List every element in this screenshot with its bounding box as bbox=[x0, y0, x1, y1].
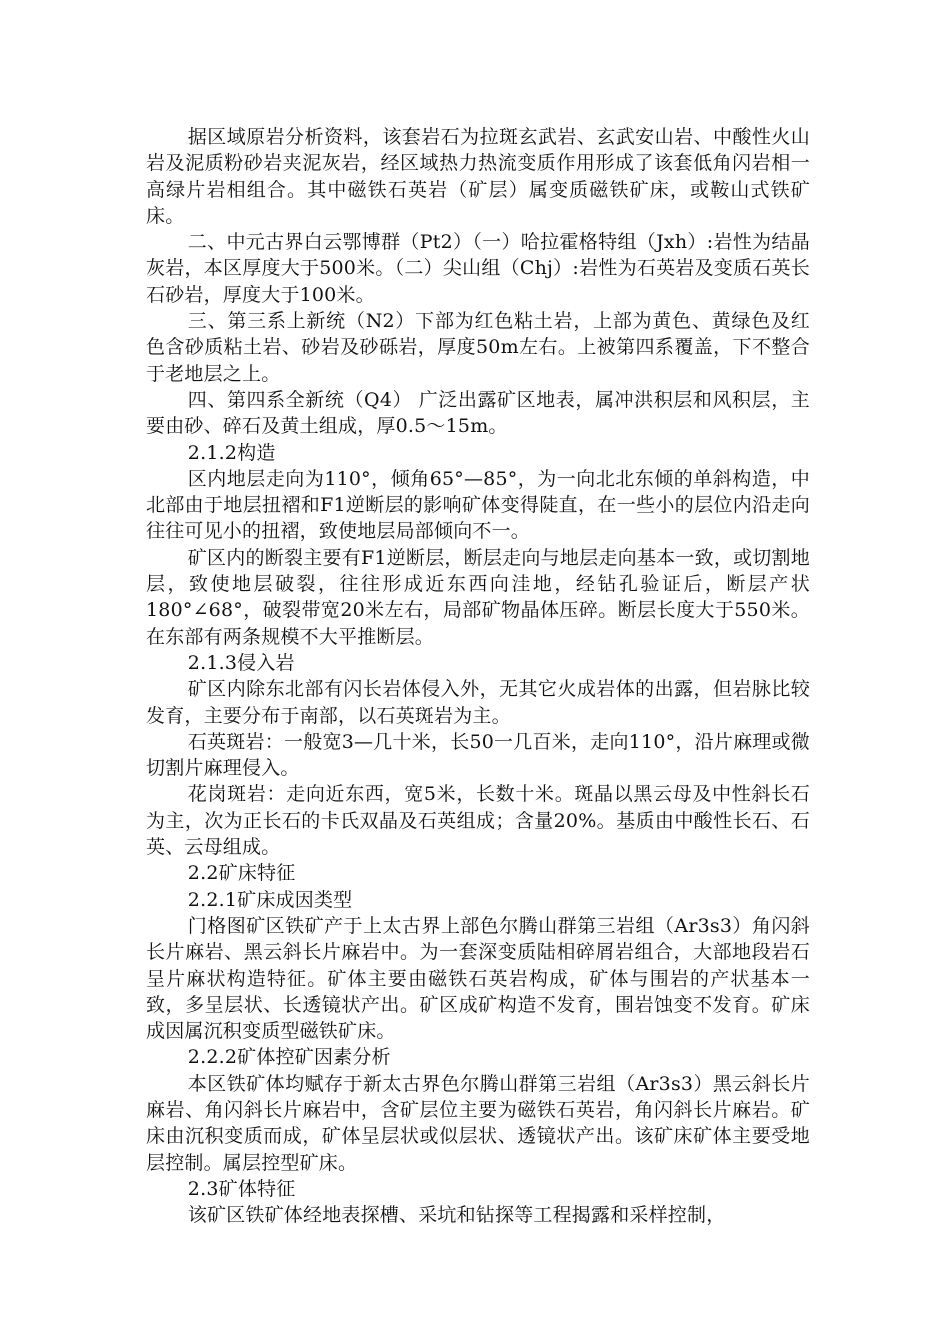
paragraph-structure: 区内地层走向为110°，倾角65°—85°，为一向北北东倾的单斜构造，中北部由于地层扭褶和F1逆断层的影响矿体变得陡直，在一些小的层位内沿走向往往可见小的扭褶，致使地层局部倾向不一。 bbox=[146, 467, 810, 543]
paragraph-quaternary-holocene: 四、第四系全新统（Q4） 广泛出露矿区地表，属冲洪积层和风积层，主要由砂、碎石及黄土组成，厚0.5～15m。 bbox=[146, 388, 810, 438]
paragraph-ore-control: 本区铁矿体均赋存于新太古界色尔腾山群第三岩组（Ar3s3）黑云斜长片麻岩、角闪斜长片麻岩中，含矿层位主要为磁铁石英岩，角闪斜长片麻岩。矿床由沉积变质而成，矿体呈层状或似层状、透镜状产出。该矿床矿体主要受地层控制。属层控型矿床。 bbox=[146, 1072, 810, 1174]
paragraph-tertiary-pliocene: 三、第三系上新统（N2）下部为红色粘土岩，上部为黄色、黄绿色及红色含砂质粘土岩、砂岩及砂砾岩，厚度50m左右。上被第四系覆盖，下不整合于老地层之上。 bbox=[146, 310, 810, 385]
section-heading-ore-control: 2.2.2矿体控矿因素分析 bbox=[187, 1046, 391, 1069]
document-body bbox=[146, 124, 810, 1228]
paragraph-baiyun-obo-group: 二、中元古界白云鄂博群（Pt2）（一）哈拉霍格特组（Jxh）:岩性为结晶灰岩，本区厚度大于500米。（二）尖山组（Chj）:岩性为石英岩及变质石英长石砂岩，厚度大于100米。 bbox=[146, 231, 810, 306]
section-heading-intrusive-rocks: 2.1.3侵入岩 bbox=[187, 651, 295, 674]
paragraph-genetic-type: 门格图矿区铁矿产于上太古界上部色尔腾山群第三岩组（Ar3s3）角闪斜长片麻岩、黑云斜长片麻岩中。为一套深变质陆相碎屑岩组合，大部地段岩石呈片麻状构造特征。矿体主要由磁铁石英岩构成，矿体与围岩的产状基本一致，多呈层状、长透镜状产出。矿区成矿构造不发育，围岩蚀变不发育。矿床成因属沉积变质型磁铁矿床。 bbox=[146, 914, 810, 1043]
paragraph-quartz-porphyry: 石英斑岩：一般宽3—几十米，长50一几百米，走向110°，沿片麻理或微切割片麻理侵入。 bbox=[146, 730, 810, 780]
paragraph-faults: 矿区内的断裂主要有F1逆断层，断层走向与地层走向基本一致，或切割地层，致使地层破裂，往往形成近东西向洼地，经钻孔验证后，断层产状180°∠68°，破裂带宽20米左右，局部矿物晶体压碎。断层长度大于550米。在东部有两条规模不大平推断层。 bbox=[146, 546, 810, 648]
paragraph-orebody-features: 该矿区铁矿体经地表探槽、采坑和钻探等工程揭露和采样控制， bbox=[187, 1204, 726, 1227]
section-heading-deposit-features: 2.2矿床特征 bbox=[187, 862, 296, 885]
section-heading-orebody-features: 2.3矿体特征 bbox=[187, 1177, 296, 1200]
paragraph-protolith: 据区域原岩分析资料，该套岩石为拉斑玄武岩、玄武安山岩、中酸性火山岩及泥质粉砂岩夹泥灰岩，经区域热力热流变质作用形成了该套低角闪岩相一高绿片岩相组合。其中磁铁石英岩（矿层）属变质磁铁矿床，或鞍山式铁矿床。 bbox=[146, 126, 810, 227]
section-heading-structure: 2.1.2构造 bbox=[187, 441, 276, 464]
paragraph-granite-porphyry: 花岗斑岩：走向近东西，宽5米，长数十米。斑晶以黑云母及中性斜长石为主，次为正长石的卡氏双晶及石英组成；含量20%。基质由中酸性长石、石英、云母组成。 bbox=[146, 783, 810, 859]
paragraph-intrusive-rocks: 矿区内除东北部有闪长岩体侵入外，无其它火成岩体的出露，但岩脉比较发育，主要分布于南部，以石英斑岩为主。 bbox=[146, 678, 810, 727]
section-heading-genetic-type: 2.2.1矿床成因类型 bbox=[187, 888, 353, 911]
